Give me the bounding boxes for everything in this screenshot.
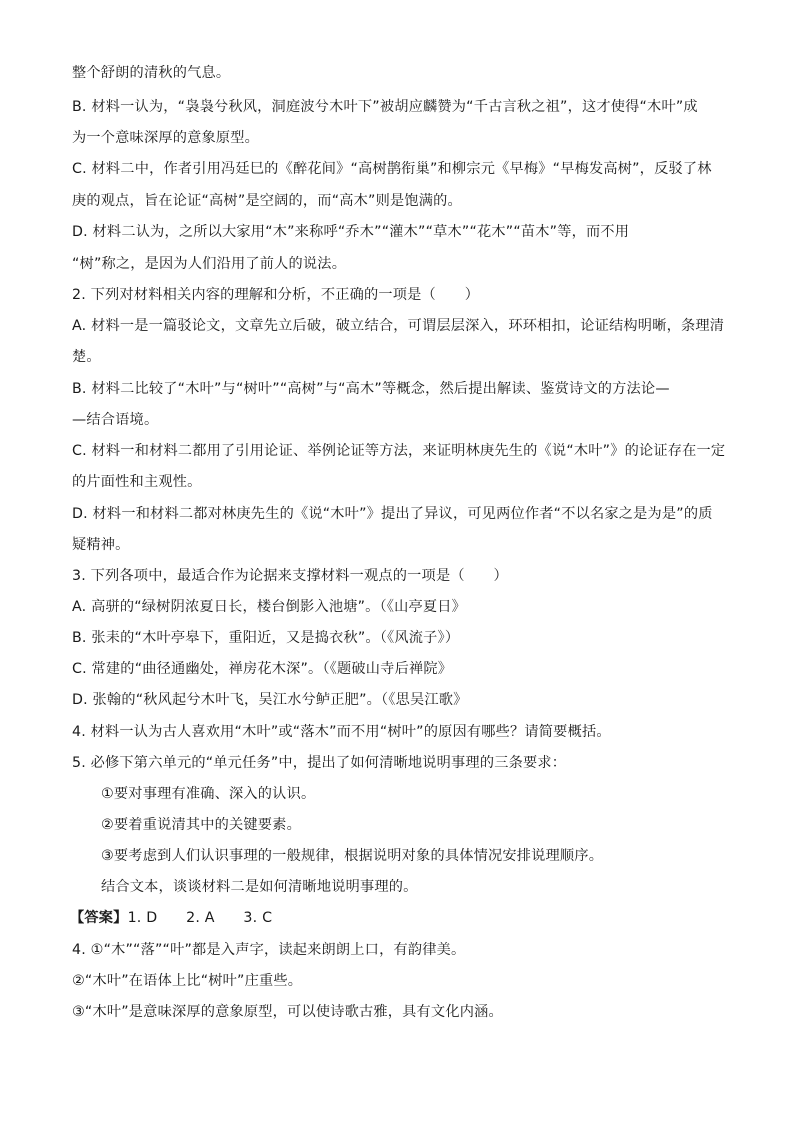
answer-4-line: ②“木叶”在语体上比“树叶”庄重些。 — [72, 973, 303, 989]
text-line: “树”称之，是因为人们沿用了前人的说法。 — [72, 256, 347, 272]
task-instruction: 结合文本，谈谈材料二是如何清晰地说明事理的。 — [101, 879, 418, 895]
text-line: 疑精神。 — [72, 537, 130, 553]
text-line: 庚的观点，旨在论证“高树”是空阔的，而“高木”则是饱满的。 — [72, 193, 462, 209]
requirement-1: ①要对事理有准确、深入的认识。 — [101, 786, 316, 802]
text-line: 楚。 — [72, 349, 101, 365]
text-line: D. 材料二认为，之所以大家用“木”来称呼“乔木”“灌木”“草木”“花木”“苗木”等，而不用 — [72, 224, 630, 240]
answer-line — [70, 908, 720, 928]
text-line: —结合语境。 — [72, 412, 159, 428]
requirement-3: ③要考虑到人们认识事理的一般规律，根据说明对象的具体情况安排说理顺序。 — [101, 848, 604, 864]
text-line: 的片面性和主观性。 — [72, 474, 202, 490]
option-d: D. 张翰的“秋风起兮木叶飞，吴江水兮鲈正肥”。（《思吴江歌》 — [72, 692, 468, 708]
text-line: A. 材料一是一篇驳论文，文章先立后破，破立结合，可谓层层深入，环环相扣，论证结构明晰，条理清 — [72, 318, 725, 334]
text-line: B. 材料二比较了“木叶”与“树叶”“高树”与“高木”等概念，然后提出解读、鉴赏诗文的方法论— — [72, 381, 670, 397]
text-line: 整个舒朗的清秋的气息。 — [72, 65, 231, 81]
text-line: B. 材料一认为，“袅袅兮秋风，洞庭波兮木叶下”被胡应麟赞为“千古言秋之祖”，这才使得“木叶”成 — [72, 99, 698, 115]
answer-tag: 【答案】 — [70, 910, 128, 926]
text-line: C. 材料一和材料二都用了引用论证、举例论证等方法，来证明林庚先生的《说“木叶”》的论证存在一定 — [72, 443, 726, 459]
text-line: 为一个意味深厚的意象原型。 — [72, 130, 260, 146]
option-a: A. 高骈的“绿树阴浓夏日长，楼台倒影入池塘”。（《山亭夏日》 — [72, 599, 467, 615]
question-3: 3. 下列各项中，最适合作为论据来支撑材料一观点的一项是（ ） — [72, 568, 508, 584]
option-b: B. 张耒的“木叶亭皋下，重阳近，又是捣衣秋”。（《风流子》） — [72, 630, 460, 646]
question-5: 5. 必修下第六单元的“单元任务”中，提出了如何清晰地说明事理的三条要求： — [72, 755, 567, 771]
text-line: C. 材料二中，作者引用冯廷巳的《醉花间》“高树鹊衔巢”和柳宗元《早梅》“早梅发高树”，反驳了林 — [72, 161, 712, 177]
requirement-2: ②要着重说清其中的关键要素。 — [101, 817, 301, 833]
question-2: 2. 下列对材料相关内容的理解和分析，不正确的一项是（ ） — [72, 287, 480, 303]
question-4: 4. 材料一认为古人喜欢用“木叶”或“落木”而不用“树叶”的原因有哪些？请简要概括。 — [72, 724, 611, 740]
answer-text: 1. D 2. A 3. C — [127, 910, 273, 926]
text-line: D. 材料一和材料二都对林庚先生的《说“木叶”》提出了异议，可见两位作者“不以名家之是为是”的质 — [72, 506, 713, 522]
option-c: C. 常建的“曲径通幽处，禅房花木深”。（《题破山寺后禅院》 — [72, 661, 453, 677]
answer-4-line: ③“木叶”是意味深厚的意象原型，可以使诗歌古雅，具有文化内涵。 — [72, 1004, 503, 1020]
answer-4-line: 4. ①“木”“落”“叶”都是入声字，读起来朗朗上口，有韵律美。 — [72, 942, 466, 958]
